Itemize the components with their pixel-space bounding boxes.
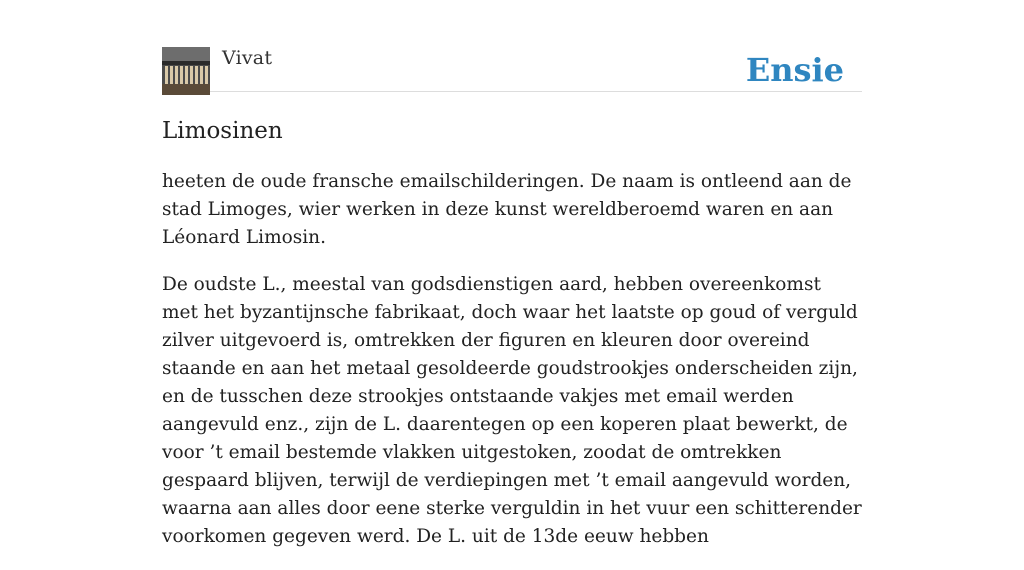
article-paragraph: heeten de oude fransche emailschilderingen. De naam is ontleend aan de stad Limoges, wier werken in deze kunst wereldberoemd waren en aan Léonard Limosin. <box>162 171 852 248</box>
ensie-logo-link[interactable]: Ensie <box>745 51 844 89</box>
page <box>162 0 862 547</box>
article-paragraph: De oudste L., meestal van godsdienstigen aard, hebben overeenkomst met het byzantijnsche fabrikaat, doch waar het laatste op goud of verguld zilver uitgevoerd is, omtrekken der figuren en kleuren door overeind staande en aan het metaal gesoldeerde goudstrookjes onderscheiden zijn, en de tusschen deze strookjes ontstaande vakjes met email werden aangevuld enz., zijn de L. daarentegen op een koperen plaat bewerkt, de voor ’t email bestemde vlakken uitgestoken, zoodat de omtrekken gespaard blijven, terwijl de verdiepingen met ’t email aangevuld worden, waarna aan alles door eene sterke verguldin in het vuur een schitterender voorkomen gegeven werd. De L. uit de 13de eeuw hebben <box>162 274 862 547</box>
bookshelf-avatar-icon <box>162 47 210 95</box>
avatar[interactable] <box>162 47 210 95</box>
article-body <box>162 168 862 570</box>
page-title: Limosinen <box>162 118 283 144</box>
author-name[interactable]: Vivat <box>222 47 273 69</box>
header <box>162 0 862 92</box>
